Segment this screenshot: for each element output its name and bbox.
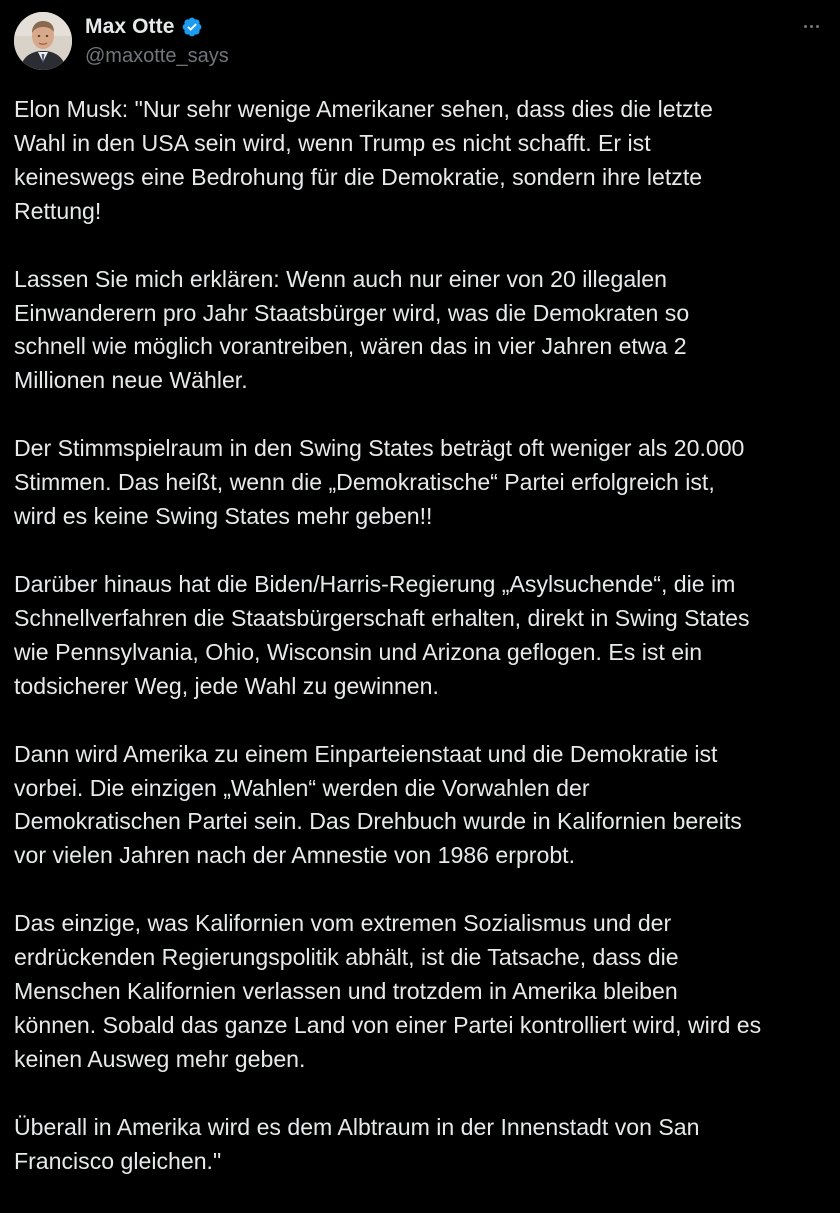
more-dot xyxy=(816,25,819,28)
tweet-paragraph: Elon Musk: "Nur sehr wenige Amerikaner sehen, dass dies die letzte Wahl in den USA sein wird, wenn Trump es nicht schafft. Er ist keineswegs eine Bedrohung für die Demokratie, sondern ihre letzte Rettung! xyxy=(14,96,713,224)
author-display-name[interactable]: Max Otte xyxy=(85,15,175,38)
user-avatar-icon xyxy=(14,12,72,70)
author-name-row xyxy=(85,14,229,40)
avatar[interactable] xyxy=(14,12,72,70)
author-handle[interactable]: @maxotte_says xyxy=(85,45,229,67)
tweet-text xyxy=(14,93,834,1213)
more-dot xyxy=(804,25,807,28)
tweet-paragraph: Lassen Sie mich erklären: Wenn auch nur einer von 20 illegalen Einwanderern pro Jahr Staatsbürger wird, was die Demokraten so schnell wie möglich vorantreiben, wären das in vier Jahren etwa 2 Millionen neue Wähler. xyxy=(14,265,690,394)
more-options-icon[interactable] xyxy=(796,16,826,36)
tweet-header xyxy=(14,10,826,72)
tweet-paragraph: Der Stimmspielraum in den Swing States beträgt oft weniger als 20.000 Stimmen. Das heißt, wenn die „Demokratische“ Partei erfolgreich ist, wird es keine Swing States mehr geben!! xyxy=(14,435,745,530)
tweet-paragraph: Dann wird Amerika zu einem Einparteienstaat und die Demokratie ist vorbei. Die einzigen „Wahlen“ werden die Vorwahlen der Demokratischen Partei sein. Das Drehbuch wurde in Kalifornien bereits vor vielen Jahren nach der Amnestie von 1986 erprobt. xyxy=(14,740,742,869)
tweet-paragraph: Darüber hinaus hat die Biden/Harris-Regierung „Asylsuchende“, die im Schnellverfahren die Staatsbürgerschaft erhalten, direkt in Swing States wie Pennsylvania, Ohio, Wisconsin und Arizona geflogen. Es ist ein todsicherer Weg, jede Wahl zu gewinnen. xyxy=(14,570,750,699)
more-dot xyxy=(810,25,813,28)
tweet-paragraph: Überall in Amerika wird es dem Albtraum in der Innenstadt von San Francisco gleichen." xyxy=(14,1113,700,1174)
author-info xyxy=(85,14,229,68)
verified-badge-icon[interactable] xyxy=(181,16,203,38)
tweet-paragraph: Das einzige, was Kalifornien vom extremen Sozialismus und der erdrückenden Regierungspolitik abhält, ist die Tatsache, dass die Menschen Kalifornien verlassen und trotzdem in Amerika bleiben können. Sobald das ganze Land von einer Partei kontrolliert wird, wird es keinen Ausweg mehr geben. xyxy=(14,910,762,1072)
